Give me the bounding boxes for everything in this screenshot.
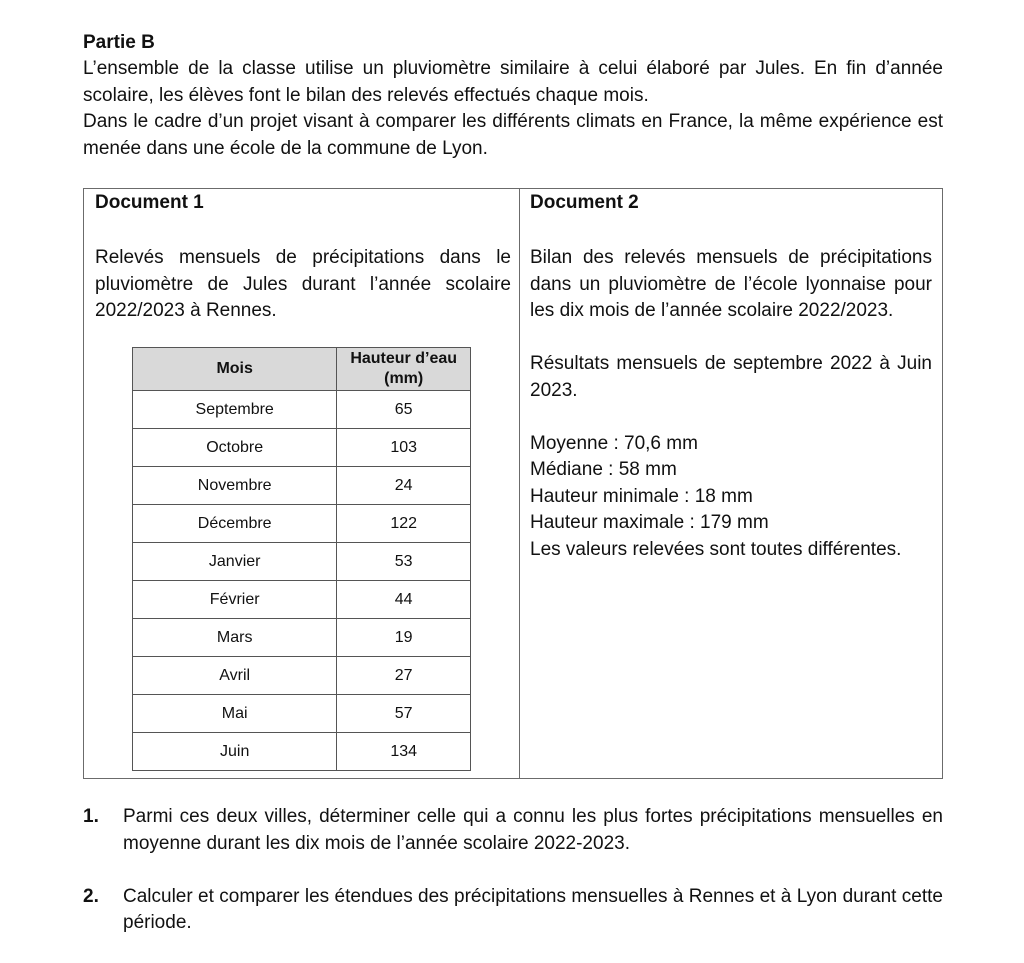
table-row bbox=[133, 543, 471, 581]
height-cell: 65 bbox=[337, 391, 471, 429]
question-text: Parmi ces deux villes, déterminer celle qui a connu les plus fortes précipitations mensuelles en moyenne durant les dix mois de l’année scolaire 2022-2023. bbox=[123, 806, 943, 854]
table-row bbox=[133, 505, 471, 543]
question-1 bbox=[83, 804, 943, 857]
question-number: 2. bbox=[83, 885, 99, 907]
intro-paragraph: Dans le cadre d’un projet visant à comparer les différents climats en France, la même expérience est menée dans une école de la commune de Lyon. bbox=[83, 111, 943, 159]
height-cell: 27 bbox=[337, 657, 471, 695]
month-cell: Mars bbox=[133, 619, 337, 657]
month-cell: Décembre bbox=[133, 505, 337, 543]
stat-note: Les valeurs relevées sont toutes différentes. bbox=[530, 538, 902, 560]
documents-box bbox=[83, 188, 943, 779]
question-text: Calculer et comparer les étendues des précipitations mensuelles à Rennes et à Lyon durant cette période. bbox=[123, 885, 943, 933]
month-cell: Janvier bbox=[133, 543, 337, 581]
stat-minimum: Hauteur minimale : 18 mm bbox=[530, 485, 753, 507]
document-1-title: Document 1 bbox=[95, 192, 204, 213]
height-cell: 57 bbox=[337, 695, 471, 733]
table-row bbox=[133, 733, 471, 771]
month-cell: Février bbox=[133, 581, 337, 619]
document-2 bbox=[520, 189, 942, 778]
document-2-description: Bilan des relevés mensuels de précipitations dans un pluviomètre de l’école lyonnaise pour les dix mois de l’année scolaire 2022/2023. bbox=[530, 247, 932, 321]
question-2 bbox=[83, 884, 943, 937]
table-row bbox=[133, 657, 471, 695]
month-cell: Octobre bbox=[133, 429, 337, 467]
page-header bbox=[83, 30, 943, 162]
height-cell: 122 bbox=[337, 505, 471, 543]
stat-maximum: Hauteur maximale : 179 mm bbox=[530, 512, 769, 533]
height-cell: 44 bbox=[337, 581, 471, 619]
part-title: Partie B bbox=[83, 32, 155, 53]
table-row bbox=[133, 695, 471, 733]
lyon-statistics bbox=[530, 431, 932, 564]
month-cell: Juin bbox=[133, 733, 337, 771]
table-row bbox=[133, 429, 471, 467]
intro bbox=[83, 56, 943, 162]
document-2-title: Document 2 bbox=[530, 192, 639, 213]
results-intro: Résultats mensuels de septembre 2022 à Juin 2023. bbox=[530, 353, 932, 401]
table-header-row bbox=[133, 348, 471, 391]
questions bbox=[83, 804, 943, 963]
rennes-rainfall-table bbox=[132, 347, 471, 771]
height-cell: 19 bbox=[337, 619, 471, 657]
month-cell: Septembre bbox=[133, 391, 337, 429]
height-cell: 103 bbox=[337, 429, 471, 467]
height-cell: 24 bbox=[337, 467, 471, 505]
column-header-month: Mois bbox=[133, 348, 337, 391]
table-row bbox=[133, 581, 471, 619]
month-cell: Novembre bbox=[133, 467, 337, 505]
document-1-description: Relevés mensuels de précipitations dans le pluviomètre de Jules durant l’année scolaire 2022/2023 à Rennes. bbox=[95, 247, 511, 321]
document-1 bbox=[84, 189, 520, 778]
table-row bbox=[133, 619, 471, 657]
height-cell: 53 bbox=[337, 543, 471, 581]
table-row bbox=[133, 391, 471, 429]
stat-median: Médiane : 58 mm bbox=[530, 459, 677, 480]
column-header-height: Hauteur d’eau (mm) bbox=[337, 348, 471, 391]
table-row bbox=[133, 467, 471, 505]
question-number: 1. bbox=[83, 806, 99, 827]
intro-paragraph: L’ensemble de la classe utilise un pluviomètre similaire à celui élaboré par Jules. En fin d’année scolaire, les élèves font le bilan des relevés effectués chaque mois. bbox=[83, 58, 943, 106]
month-cell: Mai bbox=[133, 695, 337, 733]
stat-mean: Moyenne : 70,6 mm bbox=[530, 432, 698, 454]
height-cell: 134 bbox=[337, 733, 471, 771]
month-cell: Avril bbox=[133, 657, 337, 695]
